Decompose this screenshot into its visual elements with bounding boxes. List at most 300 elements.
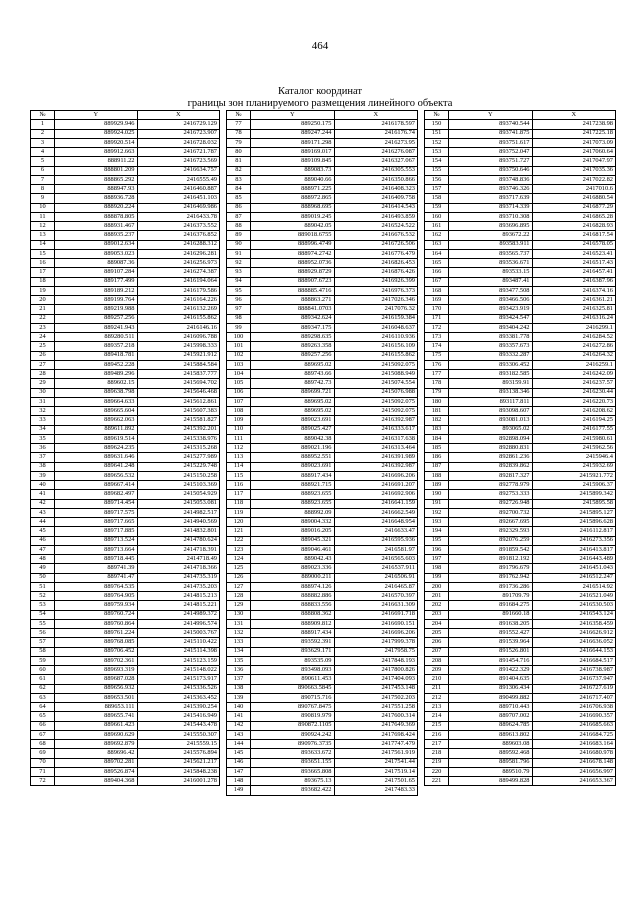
point-number: 25: [31, 342, 55, 351]
coord-y: 893117.811: [449, 397, 533, 406]
coord-x: 2416691.718: [334, 610, 418, 619]
point-number: 12: [31, 222, 55, 231]
coord-y: 893750.646: [449, 166, 533, 175]
coord-y: 890976.3735: [251, 740, 335, 749]
table-row: [31, 592, 220, 601]
coord-y: 893098.607: [449, 407, 533, 416]
point-number: 180: [425, 397, 449, 406]
coord-y: 889347.175: [251, 323, 335, 332]
coord-y: 892861.236: [449, 453, 533, 462]
coord-y: 889023.691: [251, 416, 335, 425]
point-number: 201: [425, 592, 449, 601]
coord-x: 2416683.164: [532, 740, 616, 749]
coord-x: 2416387.96: [532, 277, 616, 286]
table-row: [227, 518, 418, 527]
coord-y: 889023.336: [251, 564, 335, 573]
coord-y: 891736.286: [449, 582, 533, 591]
coord-y: 890872.1105: [251, 721, 335, 730]
coord-y: 889759.934: [55, 601, 138, 610]
point-number: 125: [227, 564, 251, 573]
coord-y: 891404.635: [449, 675, 533, 684]
point-number: 18: [31, 277, 55, 286]
table-row: [227, 277, 418, 286]
table-row: [31, 148, 220, 157]
coord-y: 888909.812: [251, 619, 335, 628]
table-row: [425, 222, 616, 231]
coord-x: 2416220.73: [532, 397, 616, 406]
point-number: 137: [227, 675, 251, 684]
table-row: [227, 508, 418, 517]
coord-y: 889109.845: [251, 157, 335, 166]
table-row: [31, 545, 220, 554]
point-number: 214: [425, 712, 449, 721]
coord-y: 892778.979: [449, 481, 533, 490]
coord-x: 2416626.912: [532, 629, 616, 638]
coord-y: 889710.443: [449, 703, 533, 712]
table-row: [31, 222, 220, 231]
point-number: 60: [31, 666, 55, 675]
coord-y: 889638.798: [55, 388, 138, 397]
coord-x: 2416876.426: [334, 268, 418, 277]
point-number: 84: [227, 185, 251, 194]
table-row: [31, 388, 220, 397]
coord-y: 893583.911: [449, 240, 533, 249]
coord-y: 888968.695: [251, 203, 335, 212]
coord-y: 889018.6755: [251, 231, 335, 240]
point-number: 216: [425, 730, 449, 739]
point-number: 30: [31, 388, 55, 397]
coord-y: 889687.028: [55, 675, 138, 684]
coord-x: 2416110.936: [334, 333, 418, 342]
point-number: 156: [425, 175, 449, 184]
table-row: [31, 499, 220, 508]
coord-y: 889046.461: [251, 545, 335, 554]
coord-x: 2415390.254: [137, 703, 220, 712]
table-row: [425, 305, 616, 314]
coord-x: 2416358.459: [532, 619, 616, 628]
coord-x: 2414780.624: [137, 536, 220, 545]
coord-x: 2415173.917: [137, 675, 220, 684]
table-row: [31, 138, 220, 147]
point-number: 96: [227, 296, 251, 305]
coord-y: 893629.171: [251, 647, 335, 656]
point-number: 36: [31, 444, 55, 453]
table-row: [227, 471, 418, 480]
coord-x: 2417502.203: [334, 693, 418, 702]
coord-x: 2416392.987: [334, 462, 418, 471]
coord-y: 889418.781: [55, 351, 138, 360]
coord-x: 2416451.043: [532, 564, 616, 573]
coord-x: 2416256.973: [137, 259, 220, 268]
point-number: 165: [425, 259, 449, 268]
table-row: [31, 730, 220, 739]
table-row: [227, 212, 418, 221]
header-number: №: [227, 111, 251, 120]
coord-x: 2416524.522: [334, 222, 418, 231]
point-number: 98: [227, 314, 251, 323]
coord-y: 891552.427: [449, 629, 533, 638]
coord-x: 2416391.989: [334, 453, 418, 462]
table-row: [425, 120, 616, 129]
coord-y: 890924.242: [251, 730, 335, 739]
coord-x: 2417541.44: [334, 758, 418, 767]
point-number: 197: [425, 555, 449, 564]
table-row: [425, 545, 616, 554]
point-number: 142: [227, 721, 251, 730]
coord-y: 893533.15: [449, 268, 533, 277]
table-row: [31, 610, 220, 619]
table-row: [227, 259, 418, 268]
coord-y: 888882.886: [251, 592, 335, 601]
coord-y: 889042.05: [251, 222, 335, 231]
table-row: [227, 268, 418, 277]
coord-y: 891859.542: [449, 545, 533, 554]
coord-y: 893717.639: [449, 194, 533, 203]
coord-x: 2415103.369: [137, 481, 220, 490]
coord-y: 889581.796: [449, 758, 533, 767]
table-row: [227, 499, 418, 508]
coord-x: 2416570.397: [334, 592, 418, 601]
point-number: 77: [227, 120, 251, 129]
table-row: [31, 268, 220, 277]
table-header: [31, 111, 220, 120]
coord-x: 2417060.64: [532, 148, 616, 157]
coord-y: 889741.39: [55, 564, 138, 573]
point-number: 88: [227, 222, 251, 231]
coord-y: 889717.665: [55, 518, 138, 527]
point-number: 66: [31, 721, 55, 730]
table-row: [227, 222, 418, 231]
point-number: 108: [227, 407, 251, 416]
point-number: 184: [425, 434, 449, 443]
coord-y: 893752.047: [449, 148, 533, 157]
coord-y: 893404.242: [449, 323, 533, 332]
coord-x: 2416164.226: [137, 296, 220, 305]
coord-x: 2416634.757: [137, 166, 220, 175]
coord-x: 2416684.725: [532, 730, 616, 739]
table-row: [425, 555, 616, 564]
table-row: [31, 693, 220, 702]
point-number: 57: [31, 638, 55, 647]
coord-x: 2415884.584: [137, 360, 220, 369]
point-number: 139: [227, 693, 251, 702]
coord-y: 889169.017: [251, 148, 335, 157]
coord-x: 2416595.936: [334, 536, 418, 545]
table-row: [31, 166, 220, 175]
coord-x: 2416317.638: [334, 434, 418, 443]
coord-x: 2416159.384: [334, 314, 418, 323]
coord-y: 893306.452: [449, 360, 533, 369]
coord-y: 889452.228: [55, 360, 138, 369]
table-row: [31, 434, 220, 443]
coord-x: 2416685.663: [532, 721, 616, 730]
coord-y: 889023.691: [251, 462, 335, 471]
point-number: 154: [425, 157, 449, 166]
point-number: 172: [425, 323, 449, 332]
coord-x: 2416543.124: [532, 610, 616, 619]
table-row: [425, 721, 616, 730]
table-row: [31, 120, 220, 129]
coord-y: 893746.326: [449, 185, 533, 194]
table-row: [425, 619, 616, 628]
coord-x: 2416506.91: [334, 573, 418, 582]
table-row: [227, 721, 418, 730]
coord-y: 889021.196: [251, 444, 335, 453]
coord-x: 2415363.452: [137, 693, 220, 702]
coord-y: 890819.979: [251, 712, 335, 721]
coord-x: 2417848.193: [334, 656, 418, 665]
coord-y: 889760.864: [55, 619, 138, 628]
table-header: [425, 111, 616, 120]
coord-y: 888885.4716: [251, 286, 335, 295]
coord-y: 889692.879: [55, 740, 138, 749]
table-row: [227, 619, 418, 628]
table-row: [425, 388, 616, 397]
table-row: [227, 703, 418, 712]
coord-x: 2416155.862: [137, 314, 220, 323]
table-row: [425, 333, 616, 342]
point-number: 198: [425, 564, 449, 573]
coord-x: 2416690.151: [334, 619, 418, 628]
point-number: 7: [31, 175, 55, 184]
table-row: [425, 314, 616, 323]
coord-x: 2415921.772: [532, 471, 616, 480]
coord-x: 2416457.41: [532, 268, 616, 277]
point-number: 16: [31, 259, 55, 268]
point-number: 221: [425, 777, 449, 786]
table-row: [227, 249, 418, 258]
coord-x: 2416737.947: [532, 675, 616, 684]
coord-y: 889717.575: [55, 508, 138, 517]
point-number: 14: [31, 240, 55, 249]
coord-x: 2415612.861: [137, 397, 220, 406]
coord-y: 888865.292: [55, 175, 138, 184]
coord-y: 893498.093: [251, 666, 335, 675]
table-row: [425, 749, 616, 758]
point-number: 171: [425, 314, 449, 323]
coord-x: 2415576.894: [137, 749, 220, 758]
table-row: [31, 675, 220, 684]
table-row: [227, 323, 418, 332]
point-number: 160: [425, 212, 449, 221]
table-row: [425, 286, 616, 295]
point-number: 120: [227, 518, 251, 527]
coord-x: 2417561.919: [334, 749, 418, 758]
coord-x: 2416926.399: [334, 277, 418, 286]
table-row: [31, 444, 220, 453]
coord-y: 891660.18: [449, 610, 533, 619]
table-row: [227, 767, 418, 776]
table-row: [425, 425, 616, 434]
point-number: 182: [425, 416, 449, 425]
table-row: [425, 564, 616, 573]
coord-y: 891422.329: [449, 666, 533, 675]
coord-x: 2416817.54: [532, 231, 616, 240]
coord-x: 2414815.213: [137, 592, 220, 601]
point-number: 24: [31, 333, 55, 342]
coord-x: 2416530.503: [532, 601, 616, 610]
coord-y: 891812.192: [449, 555, 533, 564]
coord-y: 889768.085: [55, 638, 138, 647]
point-number: 110: [227, 425, 251, 434]
coord-x: 2417404.093: [334, 675, 418, 684]
coord-x: 2415338.976: [137, 434, 220, 443]
coord-x: 2414996.574: [137, 619, 220, 628]
table-row: [425, 351, 616, 360]
point-number: 105: [227, 379, 251, 388]
point-number: 158: [425, 194, 449, 203]
point-number: 168: [425, 286, 449, 295]
table-row: [227, 638, 418, 647]
point-number: 70: [31, 758, 55, 767]
point-number: 54: [31, 610, 55, 619]
point-number: 99: [227, 323, 251, 332]
table-row: [425, 573, 616, 582]
coord-y: 889342.624: [251, 314, 335, 323]
coord-x: 2416273.95: [334, 138, 418, 147]
point-number: 1: [31, 120, 55, 129]
coord-y: 888841.0703: [251, 305, 335, 314]
table-row: [425, 647, 616, 656]
coord-y: 889706.452: [55, 647, 138, 656]
coord-y: 889189.212: [55, 286, 138, 295]
coord-x: 2415074.554: [334, 379, 418, 388]
coord-y: 892329.593: [449, 527, 533, 536]
point-number: 212: [425, 693, 449, 702]
coordinate-table-3: [424, 110, 616, 786]
coord-y: 889912.663: [55, 148, 138, 157]
table-row: [227, 453, 418, 462]
point-number: 22: [31, 314, 55, 323]
point-number: 67: [31, 730, 55, 739]
table-row: [31, 175, 220, 184]
point-number: 192: [425, 508, 449, 517]
table-row: [425, 185, 616, 194]
coord-x: 2416826.453: [334, 259, 418, 268]
coord-x: 2415932.69: [532, 462, 616, 471]
coordinate-tables: [30, 110, 613, 872]
coord-x: 2416729.129: [137, 120, 220, 129]
coord-x: 2416880.54: [532, 194, 616, 203]
point-number: 72: [31, 777, 55, 786]
coord-x: 2415899.342: [532, 490, 616, 499]
point-number: 170: [425, 305, 449, 314]
point-number: 147: [227, 767, 251, 776]
coord-y: 889053.023: [55, 249, 138, 258]
coord-x: 2415336.526: [137, 684, 220, 693]
table-row: [31, 360, 220, 369]
coord-y: 889489.296: [55, 370, 138, 379]
table-row: [227, 555, 418, 564]
coord-y: 888974.2742: [251, 249, 335, 258]
table-row: [425, 296, 616, 305]
coord-x: 2414940.569: [137, 518, 220, 527]
point-number: 32: [31, 407, 55, 416]
coord-y: 889764.905: [55, 592, 138, 601]
coord-x: 2417076.32: [334, 305, 418, 314]
point-number: 188: [425, 471, 449, 480]
table-row: [31, 527, 220, 536]
coord-y: 889083.73: [251, 166, 335, 175]
point-number: 71: [31, 767, 55, 776]
coord-y: 889655.741: [55, 712, 138, 721]
point-number: 126: [227, 573, 251, 582]
coord-x: 2415416.949: [137, 712, 220, 721]
coord-x: 2416727.619: [532, 684, 616, 693]
coord-y: 891762.942: [449, 573, 533, 582]
table-row: [425, 370, 616, 379]
table-row: [31, 601, 220, 610]
point-number: 153: [425, 148, 449, 157]
table-row: [425, 656, 616, 665]
table-row: [31, 203, 220, 212]
table-row: [31, 194, 220, 203]
table-row: [425, 666, 616, 675]
coord-y: 889499.828: [449, 777, 533, 786]
point-number: 218: [425, 749, 449, 758]
point-number: 94: [227, 277, 251, 286]
coord-x: 2414718.391: [137, 545, 220, 554]
table-row: [227, 240, 418, 249]
point-number: 155: [425, 166, 449, 175]
table-row: [31, 656, 220, 665]
coord-x: 2416641.159: [334, 499, 418, 508]
coord-x: 2416112.817: [532, 527, 616, 536]
coord-y: 888923.655: [251, 499, 335, 508]
coord-y: 888911.22: [55, 157, 138, 166]
coord-x: 2416443.489: [532, 555, 616, 564]
table-row: [31, 342, 220, 351]
coord-y: 889641.248: [55, 462, 138, 471]
table-row: [425, 157, 616, 166]
coord-y: 891638.205: [449, 619, 533, 628]
table-row: [425, 518, 616, 527]
point-number: 161: [425, 222, 449, 231]
coord-x: 2415092.075: [334, 407, 418, 416]
coord-y: 893565.737: [449, 249, 533, 258]
coord-y: 889219.988: [55, 305, 138, 314]
point-number: 115: [227, 471, 251, 480]
point-number: 169: [425, 296, 449, 305]
table-row: [227, 434, 418, 443]
table-row: [227, 712, 418, 721]
coord-x: 2416512.247: [532, 573, 616, 582]
table-row: [425, 629, 616, 638]
point-number: 174: [425, 342, 449, 351]
coord-y: 889714.454: [55, 499, 138, 508]
point-number: 181: [425, 407, 449, 416]
coord-x: 2416333.617: [334, 425, 418, 434]
point-number: 35: [31, 434, 55, 443]
coord-y: 893748.836: [449, 175, 533, 184]
point-number: 2: [31, 129, 55, 138]
coord-y: 889653.111: [55, 703, 138, 712]
point-number: 87: [227, 212, 251, 221]
table-row: [227, 388, 418, 397]
coord-y: 889656.932: [55, 684, 138, 693]
point-number: 4: [31, 148, 55, 157]
table-row: [31, 425, 220, 434]
point-number: 166: [425, 268, 449, 277]
table-row: [227, 138, 418, 147]
coord-x: 2415962.56: [532, 444, 616, 453]
point-number: 65: [31, 712, 55, 721]
point-number: 190: [425, 490, 449, 499]
coord-y: 889742.73: [251, 379, 335, 388]
table-row: [227, 175, 418, 184]
coord-y: 889000.211: [251, 573, 335, 582]
coord-y: 892753.333: [449, 490, 533, 499]
